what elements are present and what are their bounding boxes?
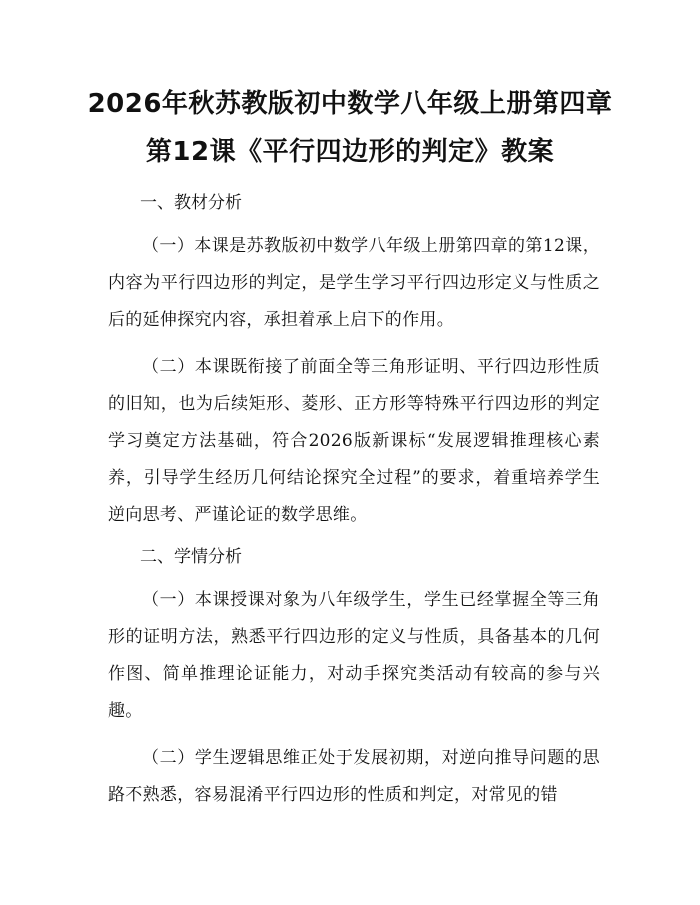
- paragraph-textbook-analysis-2: （二）本课既衔接了前面全等三角形证明、平行四边形性质的旧知，也为后续矩形、菱形、正方形等特殊平行四边形的判定学习奠定方法基础，符合2026版新课标“发展逻辑推理核心素养，引导学生经历几何结论探究全过程”的要求，着重培养学生逆向思考、严谨论证的数学思维。: [108, 357, 600, 525]
- paragraph-student-analysis-1: （一）本课授课对象为八年级学生，学生已经掌握全等三角形的证明方法，熟悉平行四边形的定义与性质，具备基本的几何作图、简单推理论证能力，对动手探究类活动有较高的参与兴趣。: [108, 590, 600, 721]
- document-title-line-1: 2026年秋苏教版初中数学八年级上册第四章: [87, 89, 613, 119]
- paragraph-student-analysis-2: （二）学生逻辑思维正处于发展初期，对逆向推导问题的思路不熟悉，容易混淆平行四边形的性质和判定，对常见的错: [108, 748, 600, 805]
- section-heading-textbook-analysis: 一、教材分析: [140, 193, 242, 213]
- section-heading-student-analysis: 二、学情分析: [140, 547, 242, 567]
- document-title-line-2: 第12课《平行四边形的判定》教案: [145, 137, 555, 167]
- paragraph-textbook-analysis-1: （一）本课是苏教版初中数学八年级上册第四章的第12课，内容为平行四边形的判定，是学生学习平行四边形定义与性质之后的延伸探究内容，承担着承上启下的作用。: [108, 236, 600, 330]
